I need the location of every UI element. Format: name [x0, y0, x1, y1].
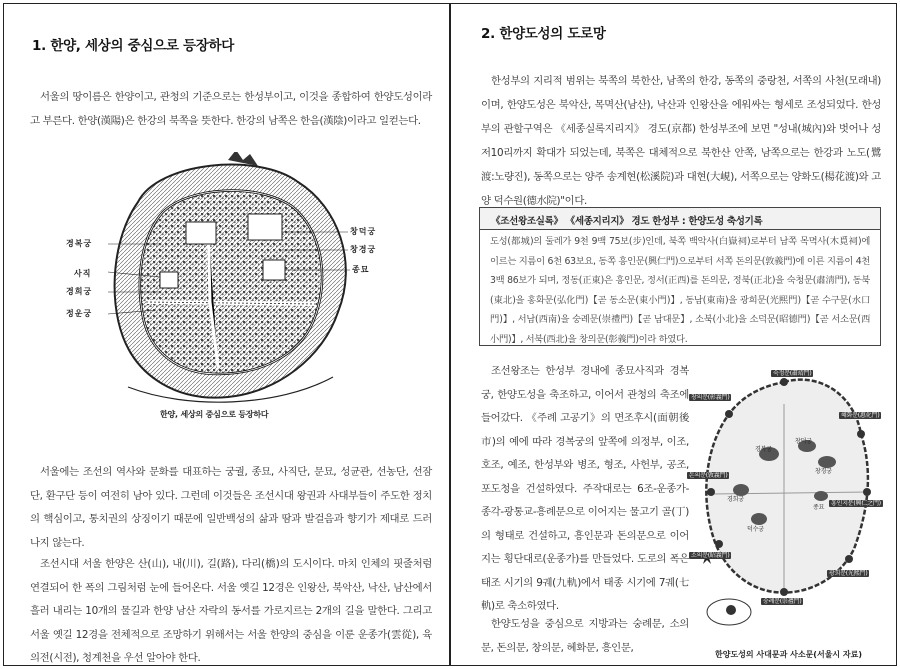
map-label-changgyeong: 창경궁: [350, 245, 377, 254]
left-paragraph-2: 서울에는 조선의 역사와 문화를 대표하는 궁궐, 종묘, 사직단, 문묘, 성균관, 선농단, 선잠단, 환구단 등이 여전히 남아 있다. 그런데 이것들은 조선시대 왕권과 사대부들이 주도한 정치의 핵심이고, 통치권의 상징이기 때문에 일반백성의 삶과 땀과 발걸음과 향기가 제대로 드러나지 않는다.: [30, 466, 432, 549]
right-heading: 2. 한양도성의 도로망: [481, 26, 606, 42]
map-label-changdeok: 창덕궁: [350, 227, 377, 236]
gates-map-caption: 한양도성의 사대문과 사소문(서울시 자료): [715, 650, 863, 659]
source-quote-box: [479, 207, 881, 346]
old-map-drawing: [68, 152, 368, 414]
gate-sodeok: 소의문(昭義門): [691, 552, 730, 559]
map-label-jongmyo: 종묘: [352, 265, 370, 274]
palace-gyeonghui: 경희궁: [727, 496, 744, 503]
map-label-sajik: 사직: [74, 269, 92, 278]
gate-heungin: 흥인지문(興仁之門): [831, 500, 881, 507]
right-paragraph-2: 조선왕조는 한성부 경내에 종묘사직과 경복궁, 한양도성을 축조하고, 이어서 관청의 축조에 들어갔다. 《주례 고공기》의 면조후시(面朝後市)의 예에 따라 경복궁의 앞쪽에 의정부, 이조, 호조, 예조, 한성부와 병조, 형조, 사헌부, 공조, 포도청을 건설하였다. 주작대로는 6조-운종가-종각-광통교-흥례문으로 이어지는 물고기 골(丁)의 형태로 건설하고, 흥인문과 돈의문으로 이어지는 횡단대로(운종가)를 만들었다. 도로의 폭은 태조 시기의 9궤(九軌)에서 태종 시기에 7궤(七軌)로 축소하였다.: [481, 365, 689, 612]
gates-map: [689, 364, 889, 634]
left-map-caption: 한양, 세상의 중심으로 등장하다: [160, 410, 269, 419]
map-label-jeongun: 정운궁: [66, 309, 93, 318]
left-paragraph-3: 조선시대 서울 한양은 산(山), 내(川), 길(路), 다리(橋)의 도시이다. 마치 인체의 핏줄처럼 연결되어 한 폭의 그림처럼 눈에 들어온다. 서울 옛길 12경은 인왕산, 북악산, 낙산, 남산에서 흘러 내리는 10개의 물길과 한양 남산 자락의 동서를 가로지르는 2개의 길을 말한다. 그리고 서울 옛길 12경을 전체적으로 조망하기 위해서는 서울 한양의 중심을 이룬 운종가(雲從), 육의전(시전), 청계천을 우선 알아야 한다.: [30, 558, 432, 663]
gutter-divider: [449, 3, 451, 666]
map-label-gyeongbok: 경복궁: [66, 239, 93, 248]
gate-hyehwa: 혜화문(惠化門): [841, 412, 880, 419]
gate-sungnye: 숭례문(崇禮門): [763, 598, 802, 605]
gate-changui: 창의문(彰義門): [691, 394, 730, 401]
source-quote-text: 도성(都城)의 둘레가 9천 9백 75보(步)인데, 북쪽 백악사(白嶽祠)로부터 남쪽 목멱사(木覓祠)에 이르는 지름이 6천 63보요, 동쪽 흥인문(興仁門)으로부터 서쪽 돈의문(敦義門)에 이른 지름이 4천 3백 86보가 되며, 정동(正東)은 흥인문, 정서(正西)를 돈의문, 정북(正北)을 숙청문(肅淸門), 동북(東北)을 홍화문(弘化門)【곧 동소문(東小門)】, 동남(東南)을 광희문(光熙門)【곧 수구문(水口門)】, 서남(西南)을 숭례문(崇禮門)【곧 남대문】, 소북(小北)을 소덕문(昭德門)【곧 서소문(西小門)】, 서북(西北)을 창의문(彰義門)이라 하였다.: [490, 236, 870, 345]
map-label-gyeonghui: 경희궁: [66, 287, 93, 296]
right-paragraph-3: 한양도성을 중심으로 지방과는 숭례문, 소의문, 돈의문, 창의문, 혜화문, 흥인문,: [481, 618, 689, 654]
palace-jongmyo: 종묘: [813, 504, 825, 511]
left-paragraph-1: 서울의 땅이름은 한양이고, 관청의 기준으로는 한성부이고, 이것을 종합하여 한양도성이라고 부른다. 한양(漢陽)은 한강의 북쪽을 뜻한다. 한강의 남쪽은 한음(漢陰)이라고 일컫는다.: [30, 91, 432, 127]
gate-donui: 돈의문(敦義門): [689, 472, 728, 479]
right-page: [455, 6, 892, 663]
hanyang-old-map: [66, 152, 377, 414]
palace-changdeok: 창덕궁: [795, 438, 812, 445]
source-quote-title: 《조선왕조실록》 《세종지리지》 경도 한성부 : 한양도성 축성기록: [480, 208, 880, 230]
palace-changgyeong: 창경궁: [815, 468, 832, 475]
palace-deoksu: 덕수궁: [747, 526, 764, 533]
palace-gyeongbok: 경복궁: [755, 446, 772, 453]
left-page: [8, 6, 446, 663]
left-heading: 1. 한양, 세상의 중심으로 등장하다: [32, 38, 234, 54]
right-paragraph-1: 한성부의 지리적 범위는 북쪽의 북한산, 남쪽의 한강, 동쪽의 중랑천, 서쪽의 사천(모래내)이며, 한양도성은 북악산, 목멱산(남산), 낙산과 인왕산을 에워싸는 형세로 조성되었다. 한성부의 관할구역은 《세종실록지리지》 경도(京都) 한성부조에 보면 "성내(城內)와 벗어나 성저10리까지 확대가 되었는데, 북쪽은 대체적으로 북한산 안쪽, 남쪽으로는 한강과 노도(鷺渡:노량진), 동쪽으로는 양주 송계현(松溪院)과 대현(大峴), 서쪽으로는 양화도(楊花渡)와 고양 덕수원(德水院)"이다.: [481, 75, 881, 207]
gate-gwanghui: 광희문(光熙門): [829, 570, 868, 577]
gate-sukjeong: 숙정문(肅靖門): [773, 370, 812, 377]
